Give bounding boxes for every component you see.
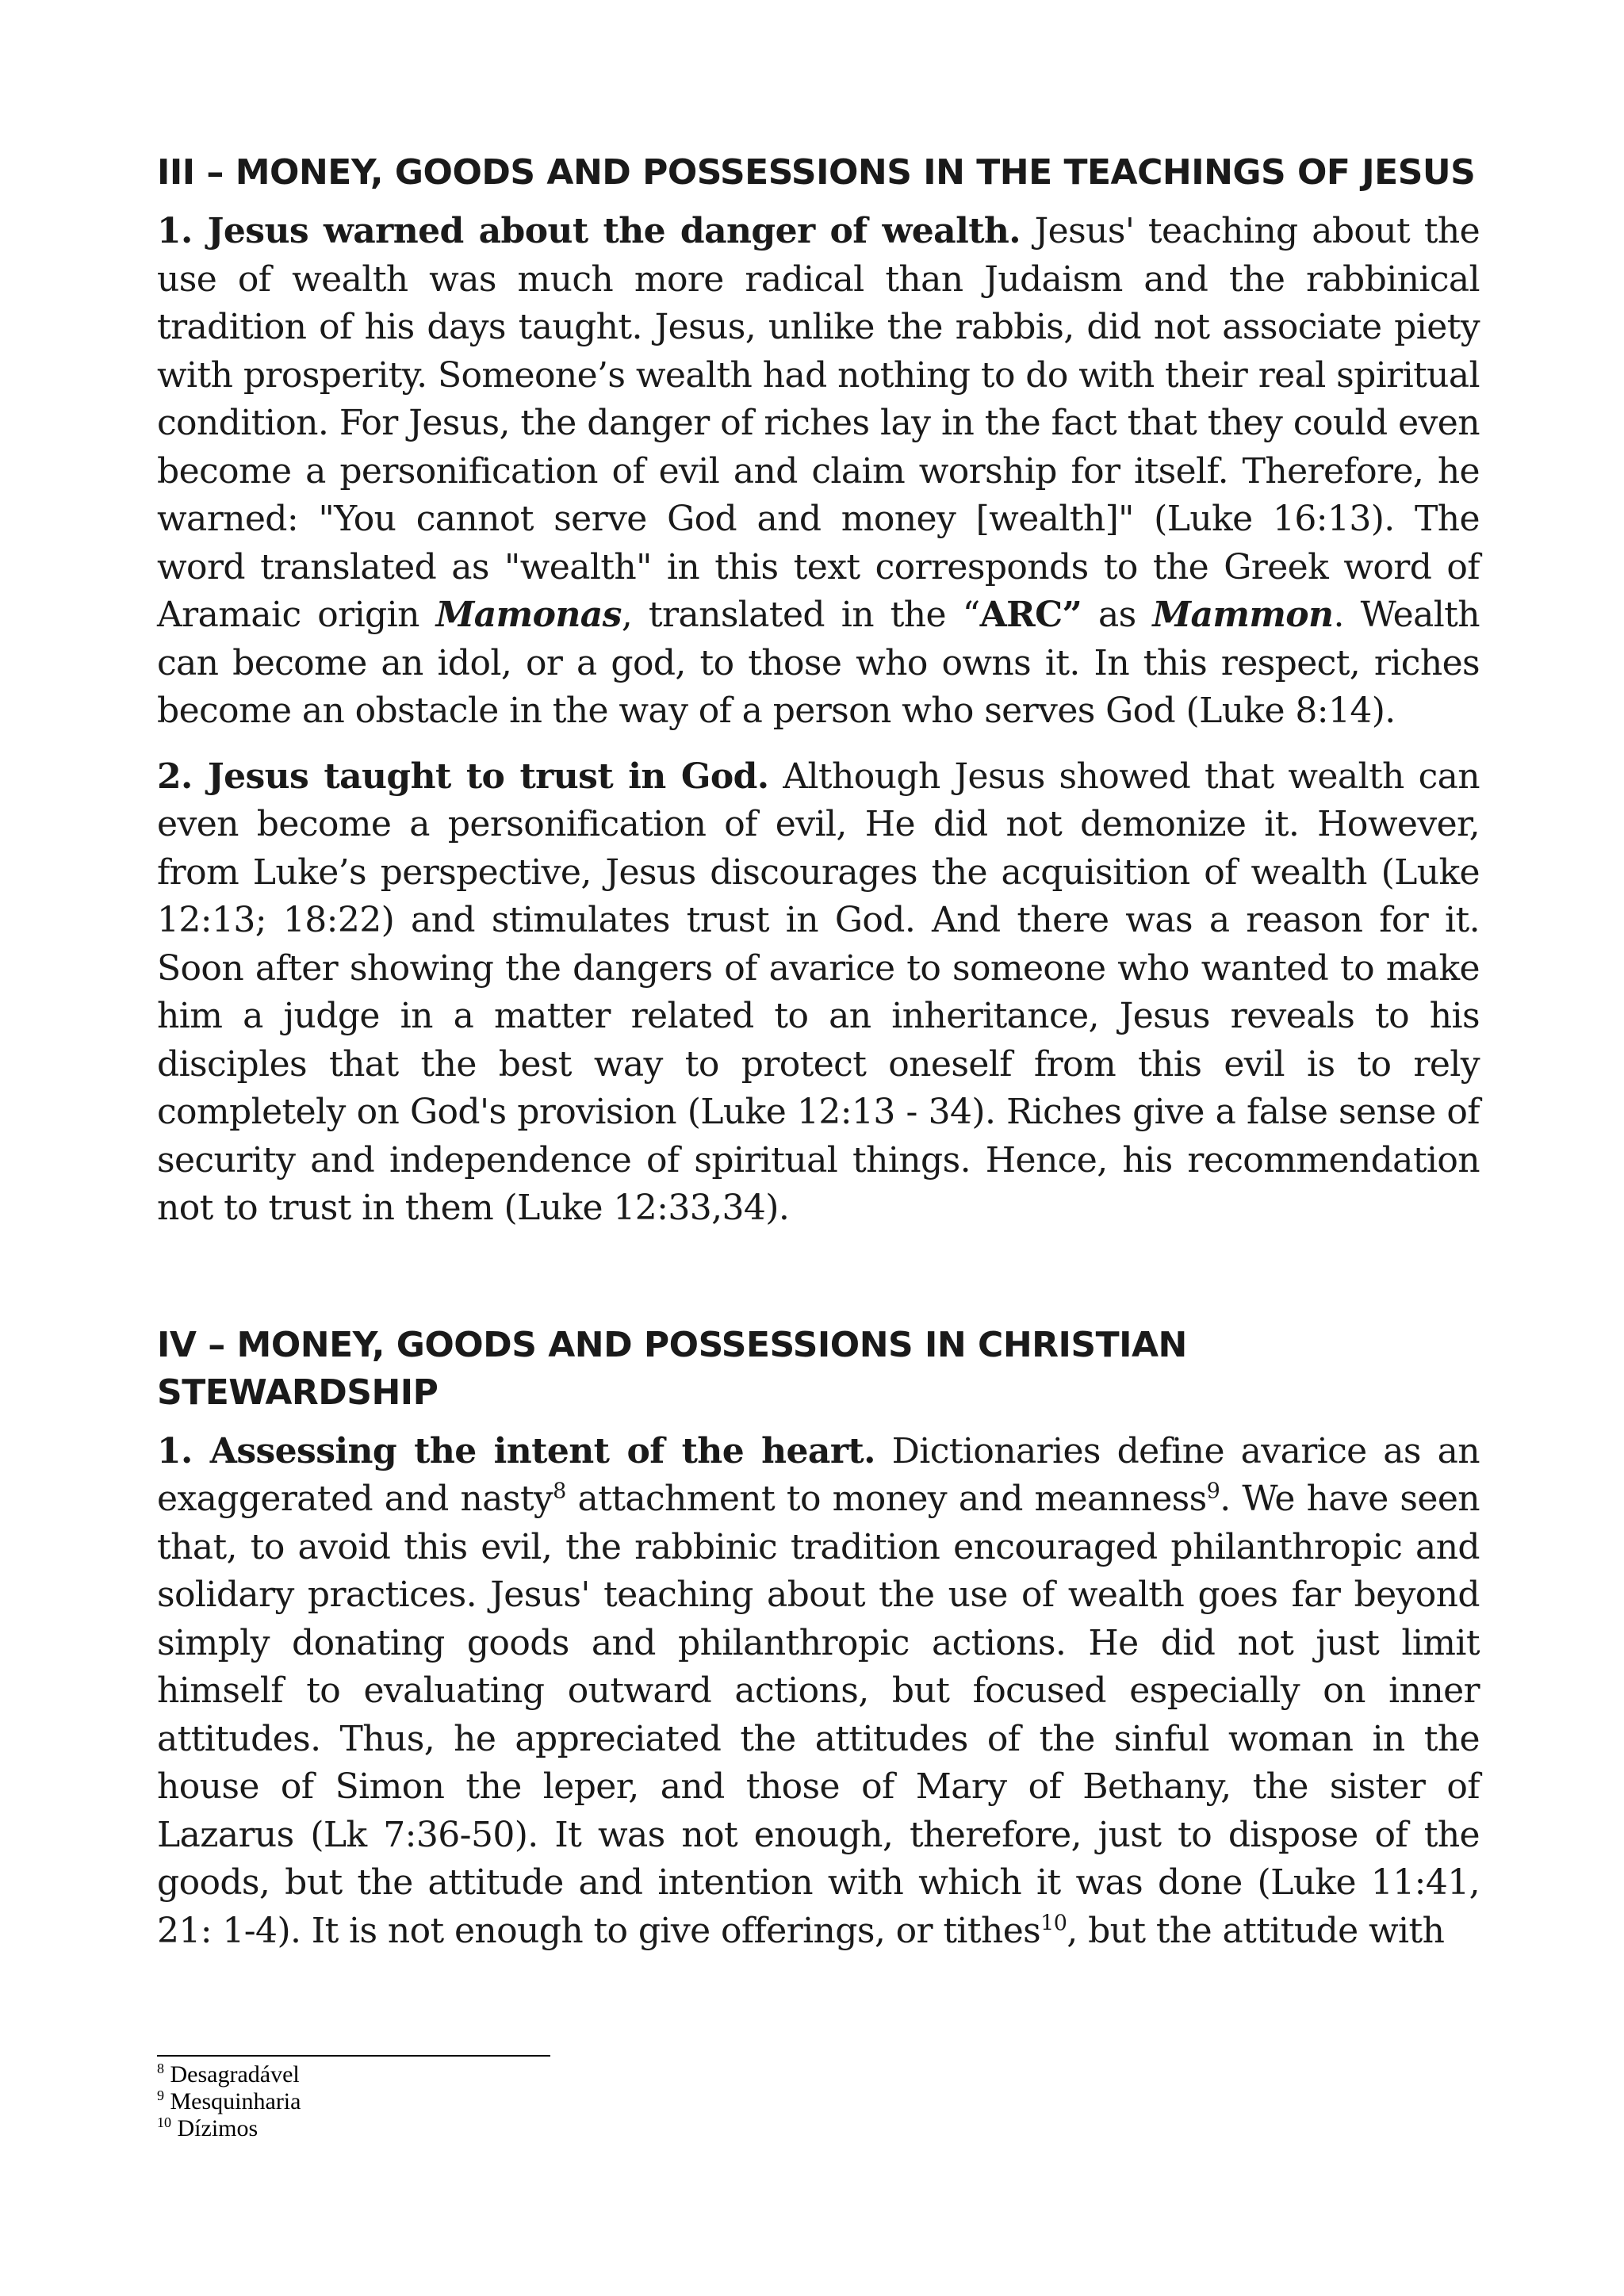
paragraph-lead: 1. Assessing the intent of the heart. — [157, 1430, 875, 1471]
paragraph-text: Although Jesus showed that wealth can even become a personification of evil, He did not demonize it. However, from Luke’s perspective, Jesus discourages the acquisition of wealth (Luke 12:13; 18:22) and stimulates trust in God. And there was a reason for it. Soon after showing the dangers of avarice to someone who wanted to make him a judge in a matter related to an inheritance, Jesus reveals to his disciples that the best way to protect oneself from this evil is to rely completely on God's provision (Luke 12:13 - 34). Riches give a false sense of security and independence of spiritual things. Hence, his recommendation not to trust in them (Luke 12:33,34). — [157, 756, 1480, 1228]
footnote-text: Mesquinharia — [164, 2088, 301, 2114]
footnote-number: 9 — [157, 2087, 164, 2103]
paragraph-text: , translated in the “ — [621, 595, 980, 635]
term-arc: ARC” — [979, 595, 1082, 635]
paragraph-text: . Wealth can become an idol, or a god, to those who owns it. In this respect, riches become an obstacle in the way of a person who serves God (Luke 8:14). — [157, 595, 1480, 731]
paragraph-trust-in-god — [157, 753, 1480, 1233]
paragraph-text: Dictionaries define avarice as an exaggerated and nasty — [157, 1430, 1480, 1519]
paragraph-text: Jesus' teaching about the use of wealth was much more radical than Judaism and the rabbinical tradition of his days taught. Jesus, unlike the rabbis, did not associate piety with prosperity. Someone’s wealth had nothing to do with their real spiritual condition. For Jesus, the danger of riches lay in the fact that they could even become a personification of evil and claim worship for itself. Therefore, he warned: "You cannot serve God and money [wealth]" (Luke 16:13). The word translated as "wealth" in this text corresponds to the Greek word of Aramaic origin — [157, 211, 1480, 635]
paragraph-text: . We have seen that, to avoid this evil, the rabbinic tradition encouraged philanthropic and solidary practices. Jesus' teaching about the use of wealth goes far beyond simply donating goods and philanthropic actions. He did not just limit himself to evaluating outward actions, but focused especially on inner attitudes. Thus, he appreciated the attitudes of the sinful woman in the house of Simon the leper, and those of Mary of Bethany, the sister of Lazarus (Lk 7:36-50). It was not enough, therefore, just to dispose of the goods, but the attitude and intention with which it was done (Luke 11:41, 21: 1-4). It is not enough to give offerings, or tithes — [157, 1479, 1480, 1951]
footnote-text: Desagradável — [164, 2061, 300, 2087]
footnote-text: Dízimos — [171, 2115, 259, 2141]
document-page — [157, 149, 1480, 1973]
footnote-ref-10[interactable]: 10 — [1040, 1910, 1067, 1935]
paragraph-lead: 1. Jesus warned about the danger of wealth. — [157, 211, 1021, 251]
footnote-number: 10 — [157, 2114, 171, 2130]
footnotes — [157, 2061, 301, 2142]
paragraph-text: , but the attitude with — [1067, 1910, 1445, 1951]
paragraph-danger-of-wealth — [157, 208, 1480, 736]
section-iv-heading: IV – MONEY, GOODS AND POSSESSIONS IN CHRISTIAN STEWARDSHIP — [157, 1324, 1187, 1413]
paragraph-text: attachment to money and meanness — [565, 1479, 1207, 1519]
footnote-ref-8[interactable]: 8 — [553, 1479, 566, 1504]
footnote-8 — [157, 2061, 301, 2088]
footnote-separator — [157, 2055, 550, 2057]
footnote-number: 8 — [157, 2061, 164, 2076]
footnote-9 — [157, 2088, 301, 2115]
term-mamonas: Mamonas — [435, 595, 622, 635]
paragraph-intent-of-heart — [157, 1428, 1480, 1956]
term-mammon: Mammon — [1152, 595, 1334, 635]
paragraph-lead: 2. Jesus taught to trust in God. — [157, 756, 769, 797]
section-iii-heading: III – MONEY, GOODS AND POSSESSIONS IN THE TEACHINGS OF JESUS — [157, 152, 1476, 193]
footnote-10 — [157, 2115, 301, 2142]
footnote-ref-9[interactable]: 9 — [1206, 1479, 1220, 1504]
paragraph-text: as — [1082, 595, 1153, 635]
